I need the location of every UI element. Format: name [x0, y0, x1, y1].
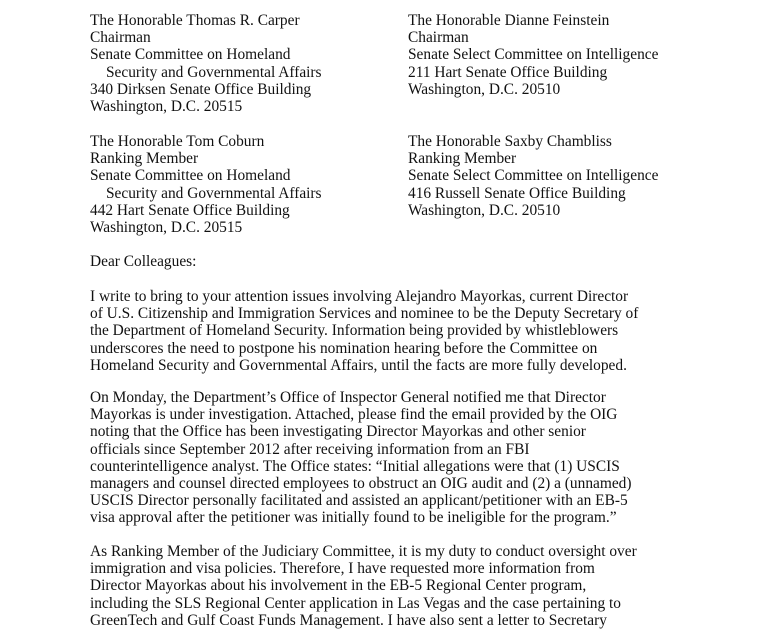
addressee-committee-cont: Security and Governmental Affairs: [106, 184, 322, 202]
addressee-name: The Honorable Tom Coburn: [90, 133, 265, 150]
addressee-name: The Honorable Thomas R. Carper: [90, 12, 300, 29]
paragraph-line: noting that the Office has been investigating Director Mayorkas and other senior: [90, 423, 586, 441]
addressee-title: Chairman: [90, 29, 151, 47]
addressee-office: 211 Hart Senate Office Building: [408, 63, 608, 81]
addressee-committee: Senate Select Committee on Intelligence: [408, 46, 659, 64]
paragraph-line: visa approval after the petitioner was initially found to be ineligible for the program.”: [90, 509, 617, 527]
addressee-block-chambliss: [408, 133, 658, 219]
addressee-city: Washington, D.C. 20515: [90, 98, 243, 116]
addressee-office: 416 Russell Senate Office Building: [408, 184, 626, 202]
salutation: Dear Colleagues:: [90, 253, 197, 270]
addressee-block-feinstein: [408, 12, 658, 98]
addressee-block-coburn: [90, 133, 322, 236]
addressee-name: The Honorable Saxby Chambliss: [408, 133, 612, 150]
paragraph-line: I write to bring to your attention issues involving Alejandro Mayorkas, current Director: [90, 288, 629, 305]
addressee-committee-cont: Security and Governmental Affairs: [106, 63, 322, 81]
addressee-city: Washington, D.C. 20515: [90, 219, 243, 237]
addressee-city: Washington, D.C. 20510: [408, 80, 561, 98]
addressee-committee: Senate Select Committee on Intelligence: [408, 167, 659, 185]
paragraph-line: including the SLS Regional Center application in Las Vegas and the case pertaining to: [90, 594, 621, 612]
addressee-office: 340 Dirksen Senate Office Building: [90, 80, 312, 98]
paragraph-line: As Ranking Member of the Judiciary Committee, it is my duty to conduct oversight over: [90, 543, 637, 560]
addressee-title: Ranking Member: [408, 150, 517, 168]
paragraph-line: officials since September 2012 after receiving information from an FBI: [90, 440, 530, 458]
body-paragraph-1: [90, 288, 690, 374]
paragraph-line: USCIS Director personally facilitated and assisted an applicant/petitioner with an EB-5: [90, 492, 628, 510]
addressee-city: Washington, D.C. 20510: [408, 201, 561, 219]
addressee-title: Ranking Member: [90, 150, 199, 168]
paragraph-line: immigration and visa policies. Therefore, I have requested more information from: [90, 560, 595, 578]
paragraph-line: On Monday, the Department’s Office of Inspector General notified me that Director: [90, 389, 606, 406]
addressee-committee: Senate Committee on Homeland: [90, 46, 291, 64]
addressee-block-carper: [90, 12, 322, 115]
addressee-name: The Honorable Dianne Feinstein: [408, 12, 610, 29]
paragraph-line: of U.S. Citizenship and Immigration Services and nominee to be the Deputy Secretary of: [90, 305, 639, 323]
addressee-title: Chairman: [408, 29, 469, 47]
paragraph-line: the Department of Homeland Security. Information being provided by whistleblowers: [90, 322, 619, 340]
paragraph-line: Mayorkas is under investigation. Attached, please find the email provided by the OIG: [90, 406, 618, 424]
paragraph-line: Director Mayorkas about his involvement in the EB-5 Regional Center program,: [90, 577, 587, 595]
paragraph-line: managers and counsel directed employees to obstruct an OIG audit and (2) a (unnamed): [90, 475, 632, 493]
body-paragraph-2: [90, 389, 690, 527]
body-paragraph-3: [90, 543, 690, 629]
paragraph-line: GreenTech and Gulf Coast Funds Management. I have also sent a letter to Secretary: [90, 611, 607, 629]
paragraph-line: Homeland Security and Governmental Affairs, until the facts are more fully developed.: [90, 356, 627, 374]
paragraph-line: counterintelligence analyst. The Office states: “Initial allegations were that (1) USCIS: [90, 457, 620, 475]
addressee-committee: Senate Committee on Homeland: [90, 167, 291, 185]
paragraph-line: underscores the need to postpone his nomination hearing before the Committee on: [90, 339, 598, 357]
addressee-office: 442 Hart Senate Office Building: [90, 201, 290, 219]
